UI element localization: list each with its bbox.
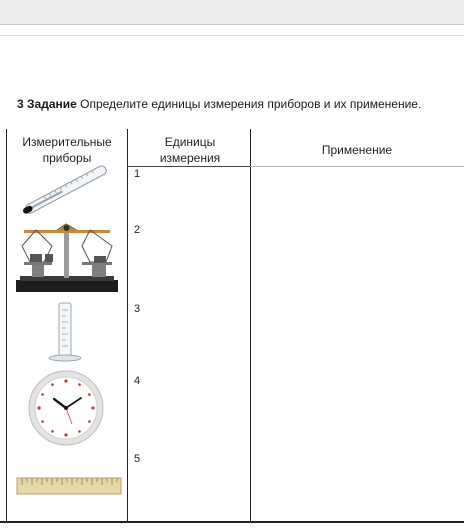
thermometer-icon	[16, 160, 116, 220]
header-usage: Применение	[321, 143, 393, 157]
row-number: 4	[134, 375, 141, 387]
row-number: 1	[134, 168, 141, 180]
ruler-icon	[16, 476, 122, 498]
header-underline	[250, 166, 464, 167]
row-number: 2	[134, 224, 141, 236]
top-band	[0, 0, 464, 24]
table-bottom-border	[0, 521, 464, 523]
task-text: Определите единицы измерения приборов и их применение.	[76, 97, 422, 111]
header-underline	[127, 166, 250, 167]
balance-scale-icon	[14, 218, 120, 296]
measuring-cylinder-icon	[46, 300, 90, 366]
header-units: Единицы измерения	[159, 135, 221, 165]
row-number: 3	[134, 303, 141, 315]
wall-clock-icon	[24, 369, 108, 447]
top-border	[0, 24, 464, 25]
divider	[0, 35, 464, 36]
table-border-left	[6, 129, 7, 521]
header-instruments: Измерительные приборы	[22, 135, 112, 165]
row-number: 5	[134, 453, 141, 465]
table-column-divider	[127, 129, 128, 521]
task-label: 3 Задание	[17, 97, 77, 111]
table-column-divider	[250, 129, 251, 521]
task-title	[17, 97, 421, 111]
